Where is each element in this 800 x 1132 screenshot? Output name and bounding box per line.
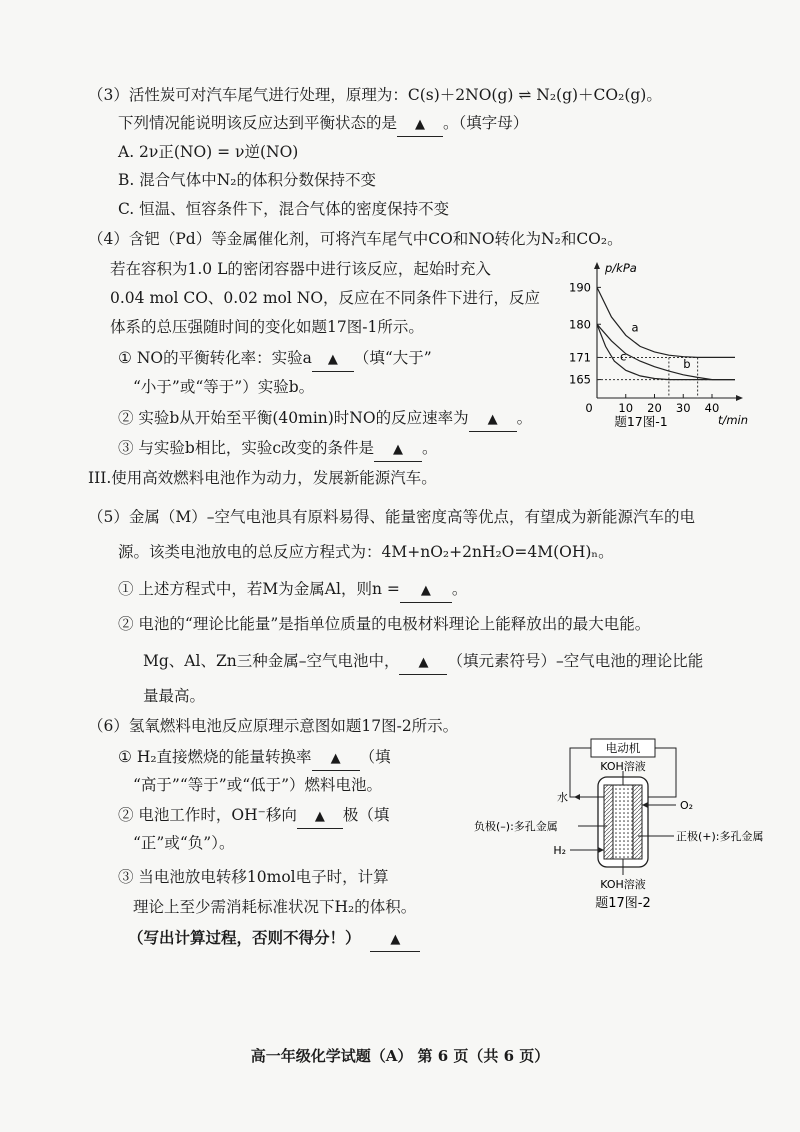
x-tick-label: 40 bbox=[704, 401, 720, 415]
q4-sub2-text: ② 实验b从开始至平衡(40min)时NO的反应速率为 bbox=[118, 409, 469, 427]
x-tick-label: 20 bbox=[647, 401, 662, 415]
section-3-heading: III.使用高效燃料电池作为动力，发展新能源汽车。 bbox=[88, 469, 437, 487]
series-line-c bbox=[597, 324, 735, 379]
q3-answer-blank[interactable]: ▲ bbox=[397, 112, 443, 137]
q6-sub3: ③ 当电池放电转移10mol电子时，计算 bbox=[118, 868, 389, 886]
q4-line2: 若在容积为1.0 L的密闭容器中进行该反应，起始时充入 bbox=[110, 260, 491, 278]
q4-sub1-hint: （填“大于” bbox=[353, 349, 432, 367]
q4-sub3-blank[interactable]: ▲ bbox=[374, 437, 422, 462]
q3-line1: （3）活性炭可对汽车尾气进行处理，原理为：C(s)＋2NO(g) ⇌ N₂(g)＋CO₂(g)。 bbox=[88, 86, 662, 104]
q3-option-c: C. 恒温、恒容条件下，混合气体的密度保持不变 bbox=[118, 200, 450, 218]
x-axis-label: t/min bbox=[717, 413, 749, 427]
q5-sub1-blank[interactable]: ▲ bbox=[400, 578, 452, 603]
y-tick-label: 165 bbox=[569, 372, 591, 387]
q3-option-a: A. 2ν正(NO) = ν逆(NO) bbox=[118, 143, 299, 161]
water-label: 水 bbox=[557, 791, 568, 804]
page-footer: 高一年级化学试题（A） 第 6 页（共 6 页） bbox=[250, 1047, 550, 1065]
x-tick-label: 0 bbox=[585, 401, 593, 415]
x-tick-label: 30 bbox=[675, 401, 691, 415]
q5-sub2-blank[interactable]: ▲ bbox=[399, 650, 447, 675]
q6-sub3-blank[interactable]: ▲ bbox=[370, 927, 420, 952]
q5-sub1-text: ① 上述方程式中，若M为金属Al，则n = bbox=[118, 580, 400, 598]
positive-electrode bbox=[633, 785, 642, 859]
q5-sub2-text: Mg、Al、Zn三种金属–空气电池中， bbox=[143, 652, 400, 670]
q6-sub1-blank[interactable]: ▲ bbox=[312, 746, 360, 771]
q6-sub1-text: ① H₂直接燃烧的能量转换率 bbox=[118, 748, 312, 766]
q5-sub2-line2 bbox=[143, 650, 703, 675]
q4-sub3 bbox=[118, 437, 438, 462]
q6-sub2-hint: 极（填 bbox=[342, 806, 390, 824]
q5-sub2-hint: （填元素符号）–空气电池的理论比能 bbox=[447, 652, 704, 670]
q4-sub2-tail: 。 bbox=[516, 409, 533, 427]
q6-sub2-cont: “正”或“负”）。 bbox=[133, 834, 235, 852]
positive-electrode-label: 正极(+):多孔金属 bbox=[676, 830, 764, 843]
q3-line2 bbox=[118, 112, 528, 137]
q4-line4: 体系的总压强随时间的变化如题17图-1所示。 bbox=[110, 318, 424, 336]
q4-sub3-tail: 。 bbox=[422, 439, 438, 457]
koh-top-label: KOH溶液 bbox=[600, 760, 646, 773]
q5-line1: （5）金属（M）–空气电池具有原料易得、能量密度高等优点，有望成为新能源汽车的电 bbox=[88, 508, 695, 526]
q6-sub2 bbox=[118, 804, 389, 829]
q4-sub2 bbox=[118, 407, 532, 432]
y-axis-label: p/kPa bbox=[605, 261, 637, 275]
curve-label-a: a bbox=[631, 320, 639, 335]
q6-sub3-note-text: （写出计算过程，否则不得分！） bbox=[128, 928, 361, 947]
o2-label: O₂ bbox=[680, 799, 694, 812]
curve-label-b: b bbox=[683, 356, 691, 371]
q5-sub1 bbox=[118, 578, 467, 603]
q4-sub1-blank[interactable]: ▲ bbox=[312, 347, 354, 372]
q4-line3: 0.04 mol CO、0.02 mol NO，反应在不同条件下进行，反应 bbox=[110, 289, 541, 307]
q3-option-b: B. 混合气体中N₂的体积分数保持不变 bbox=[118, 171, 377, 189]
q6-sub1 bbox=[118, 746, 391, 771]
q4-sub3-text: ③ 与实验b相比，实验c改变的条件是 bbox=[118, 439, 375, 457]
y-axis-arrow bbox=[594, 262, 600, 269]
q4-line1: （4）含钯（Pd）等金属催化剂，可将汽车尾气中CO和NO转化为N₂和CO₂。 bbox=[88, 230, 623, 248]
q6-sub1-cont: “高于”“等于”或“低于”）燃料电池。 bbox=[133, 776, 383, 794]
q5-sub2: ② 电池的“理论比能量”是指单位质量的电极材料理论上能释放出的最大电能。 bbox=[118, 615, 651, 633]
y-tick-label: 180 bbox=[569, 317, 591, 332]
y-tick-label: 190 bbox=[569, 280, 591, 295]
q3-line2-tail: 。（填字母） bbox=[443, 114, 529, 132]
h2-label: H₂ bbox=[553, 844, 566, 857]
koh-bottom-label: KOH溶液 bbox=[600, 878, 646, 891]
q6-line1: （6）氢氧燃料电池反应原理示意图如题17图-2所示。 bbox=[88, 717, 459, 735]
electrolyte bbox=[613, 785, 633, 859]
q5-sub2-line3: 量最高。 bbox=[143, 687, 206, 705]
figure-17-2-diagram bbox=[470, 735, 770, 915]
q6-sub3-cont: 理论上至少需消耗标准状况下H₂的体积。 bbox=[133, 898, 417, 916]
x-axis-arrow bbox=[736, 395, 743, 401]
negative-electrode bbox=[604, 785, 613, 859]
q6-sub2-blank[interactable]: ▲ bbox=[297, 804, 343, 829]
x-tick-label: 10 bbox=[618, 401, 634, 415]
negative-electrode-label: 负极(–):多孔金属 bbox=[474, 820, 558, 833]
q6-sub3-note bbox=[128, 927, 420, 952]
q4-sub1 bbox=[118, 347, 432, 372]
q5-sub1-tail: 。 bbox=[451, 580, 468, 598]
y-tick-label: 171 bbox=[569, 350, 591, 365]
q4-sub1-cont: “小于”或“等于”）实验b。 bbox=[133, 378, 315, 396]
figure-17-1-caption: 题17图-1 bbox=[614, 414, 668, 429]
figure-17-2-caption: 题17图-2 bbox=[595, 896, 651, 911]
motor-label: 电动机 bbox=[605, 741, 641, 755]
curve-label-c: c bbox=[620, 349, 627, 364]
q4-sub2-blank[interactable]: ▲ bbox=[469, 407, 517, 432]
q4-sub1-text: ① NO的平衡转化率：实验a bbox=[118, 349, 312, 367]
q6-sub2-text: ② 电池工作时，OH⁻移向 bbox=[118, 806, 297, 824]
q3-line2-text: 下列情况能说明该反应达到平衡状态的是 bbox=[118, 114, 398, 132]
q5-line2: 源。该类电池放电的总反应方程式为：4M+nO₂+2nH₂O=4M(OH)ₙ。 bbox=[118, 543, 614, 561]
figure-17-1-chart bbox=[555, 258, 749, 429]
series-line-b bbox=[597, 324, 735, 379]
q6-sub1-hint: （填 bbox=[359, 748, 391, 766]
